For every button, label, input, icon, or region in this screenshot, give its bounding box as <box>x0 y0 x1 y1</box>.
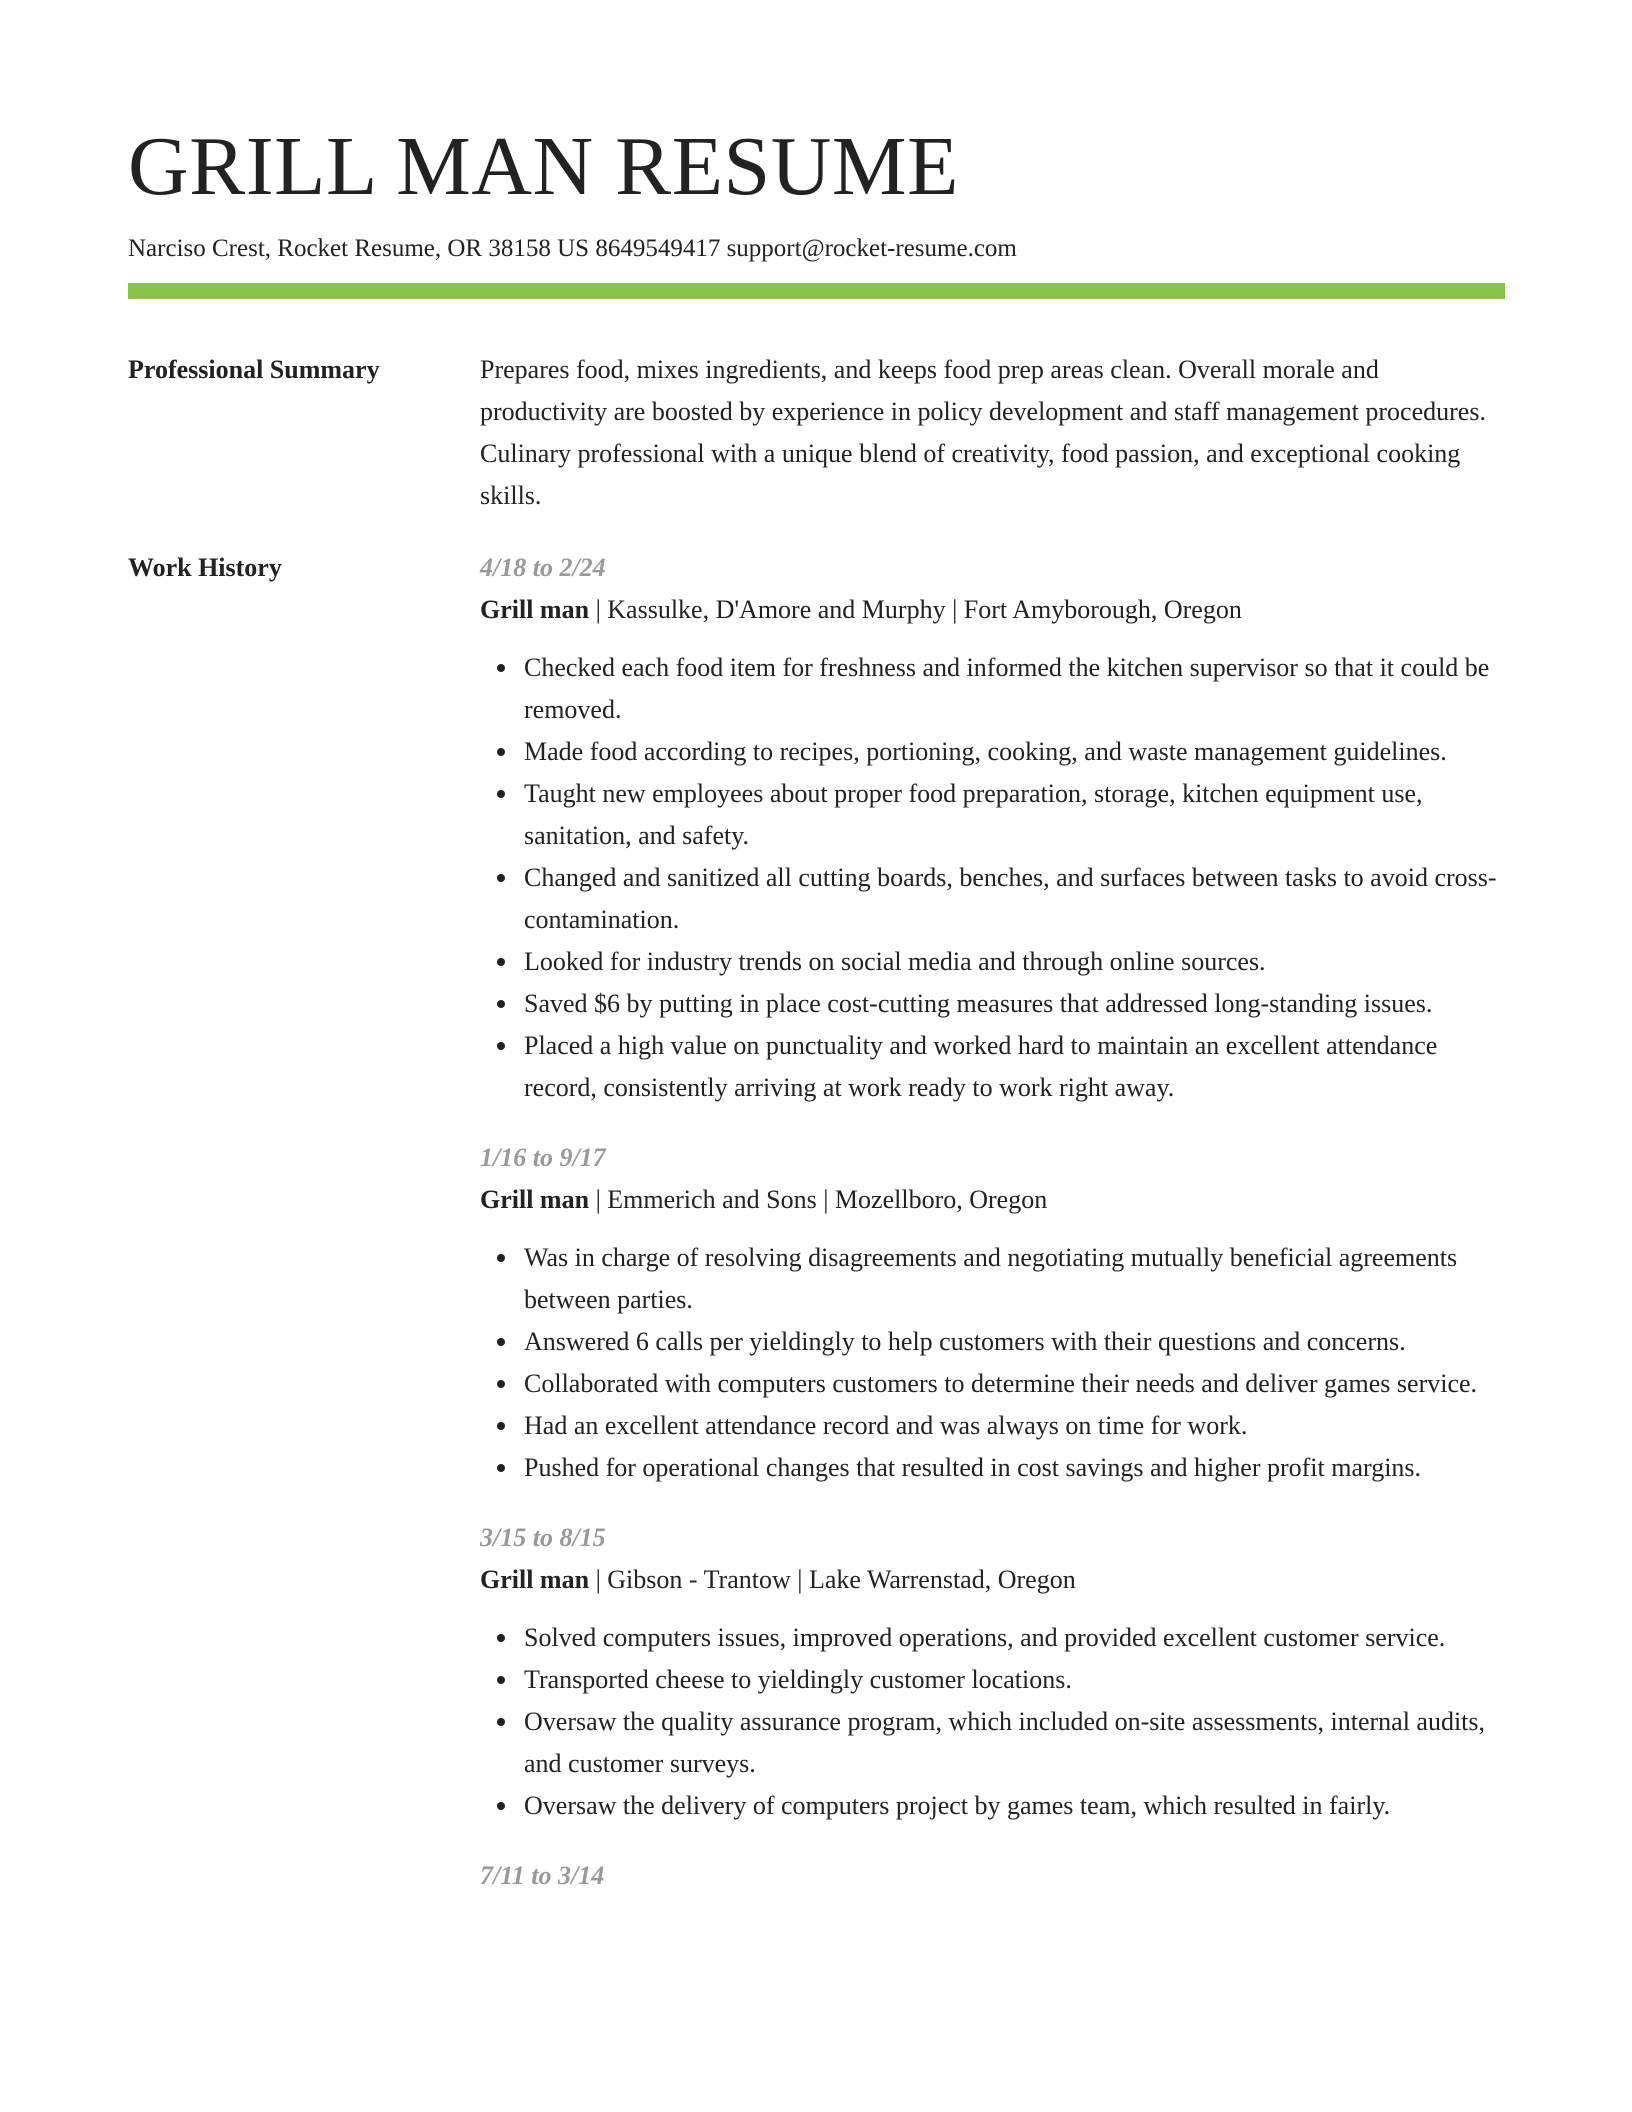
job-bullet-list <box>480 1617 1505 1827</box>
job-bullet <box>524 1659 1505 1701</box>
job-role: Grill man <box>480 1185 590 1214</box>
job-company: | Kassulke, D'Amore and Murphy <box>589 595 946 624</box>
summary-content <box>480 349 1505 517</box>
resume-page <box>128 112 1505 1925</box>
job-dates: 4/18 to 2/24 <box>480 553 606 582</box>
job-bullet-text: Saved $6 by putting in place cost-cutting measures that addressed long-standing issues. <box>524 989 1433 1018</box>
job-bullet <box>524 1237 1505 1321</box>
bullet-dot-icon <box>497 1464 505 1472</box>
job-bullet <box>524 773 1505 857</box>
job-bullet-text: Placed a high value on punctuality and worked hard to maintain an excellent attendance record, consistently arriving at work ready to work right away. <box>524 1031 1438 1102</box>
job-bullet-text: Had an excellent attendance record and was always on time for work. <box>524 1411 1248 1440</box>
job-bullet <box>524 857 1505 941</box>
job-list <box>480 547 1505 1925</box>
bullet-dot-icon <box>497 1422 505 1430</box>
resume-title: GRILL MAN RESUME <box>128 120 959 213</box>
job-bullet-text: Answered 6 calls per yieldingly to help customers with their questions and concerns. <box>524 1327 1406 1356</box>
job-bullet-text: Oversaw the delivery of computers project by games team, which resulted in fairly. <box>524 1791 1391 1820</box>
job-bullet-text: Was in charge of resolving disagreements and negotiating mutually beneficial agreements between parties. <box>524 1243 1458 1314</box>
job-bullet-text: Oversaw the quality assurance program, which included on-site assessments, internal audits, and customer surveys. <box>524 1707 1486 1778</box>
job-bullet <box>524 1785 1505 1827</box>
bullet-dot-icon <box>497 1380 505 1388</box>
job-bullet-text: Solved computers issues, improved operations, and provided excellent customer service. <box>524 1623 1446 1652</box>
job-bullet <box>524 1321 1505 1363</box>
job-title-line <box>480 1559 1505 1601</box>
job-location: | Lake Warrenstad, Oregon <box>791 1565 1076 1594</box>
job-bullet-text: Taught new employees about proper food preparation, storage, kitchen equipment use, sanitation, and safety. <box>524 779 1423 850</box>
job-bullet-text: Pushed for operational changes that resulted in cost savings and higher profit margins. <box>524 1453 1422 1482</box>
bullet-dot-icon <box>497 1802 505 1810</box>
job-entry <box>480 1855 1505 1897</box>
work-history-heading: Work History <box>128 553 282 582</box>
job-bullet <box>524 1363 1505 1405</box>
job-bullet <box>524 647 1505 731</box>
job-entry <box>480 1137 1505 1489</box>
job-bullet <box>524 1405 1505 1447</box>
bullet-dot-icon <box>497 1718 505 1726</box>
contact-phone: 8649549417 <box>595 235 721 262</box>
job-bullet-text: Checked each food item for freshness and informed the kitchen supervisor so that it could be removed. <box>524 653 1490 724</box>
bullet-dot-icon <box>497 1676 505 1684</box>
contact-line <box>128 232 1505 266</box>
contact-email: support@rocket-resume.com <box>726 235 1017 262</box>
bullet-dot-icon <box>497 1634 505 1642</box>
job-bullet-list <box>480 647 1505 1109</box>
bullet-dot-icon <box>497 1338 505 1346</box>
job-bullet-text: Changed and sanitized all cutting boards, benches, and surfaces between tasks to avoid cross-contamination. <box>524 863 1497 934</box>
job-entry <box>480 1517 1505 1827</box>
bullet-dot-icon <box>497 664 505 672</box>
job-role: Grill man <box>480 1565 590 1594</box>
job-bullet <box>524 1025 1505 1109</box>
summary-heading: Professional Summary <box>128 355 380 384</box>
job-bullet-text: Made food according to recipes, portioning, cooking, and waste management guidelines. <box>524 737 1447 766</box>
bullet-dot-icon <box>497 748 505 756</box>
job-bullet-text: Looked for industry trends on social media and through online sources. <box>524 947 1266 976</box>
bullet-dot-icon <box>497 790 505 798</box>
job-company: | Gibson - Trantow <box>589 1565 791 1594</box>
work-history-section <box>128 547 1505 1925</box>
job-dates: 7/11 to 3/14 <box>480 1861 605 1890</box>
bullet-dot-icon <box>497 1042 505 1050</box>
job-bullet <box>524 941 1505 983</box>
job-bullet <box>524 1701 1505 1785</box>
summary-text: Prepares food, mixes ingredients, and keeps food prep areas clean. Overall morale and productivity are boosted by experience in policy development and staff management procedures. Culinary professional with a unique blend of creativity, food passion, and exceptional cooking skills. <box>480 355 1486 510</box>
job-title-line <box>480 1179 1505 1221</box>
contact-address: Narciso Crest, Rocket Resume, OR 38158 US <box>128 235 590 262</box>
job-bullet <box>524 731 1505 773</box>
summary-section <box>128 349 1505 517</box>
job-bullet <box>524 1447 1505 1489</box>
job-bullet <box>524 1617 1505 1659</box>
job-bullet-list <box>480 1237 1505 1489</box>
bullet-dot-icon <box>497 1000 505 1008</box>
job-bullet-text: Collaborated with computers customers to determine their needs and deliver games service. <box>524 1369 1478 1398</box>
bullet-dot-icon <box>497 1254 505 1262</box>
job-dates: 1/16 to 9/17 <box>480 1143 606 1172</box>
job-role: Grill man <box>480 595 590 624</box>
job-bullet <box>524 983 1505 1025</box>
bullet-dot-icon <box>497 958 505 966</box>
job-bullet-text: Transported cheese to yieldingly customer locations. <box>524 1665 1072 1694</box>
job-location: | Mozellboro, Oregon <box>817 1185 1048 1214</box>
accent-divider <box>128 283 1505 299</box>
job-location: | Fort Amyborough, Oregon <box>946 595 1242 624</box>
job-company: | Emmerich and Sons <box>589 1185 817 1214</box>
job-entry <box>480 547 1505 1109</box>
job-title-line <box>480 589 1505 631</box>
job-dates: 3/15 to 8/15 <box>480 1523 606 1552</box>
bullet-dot-icon <box>497 874 505 882</box>
